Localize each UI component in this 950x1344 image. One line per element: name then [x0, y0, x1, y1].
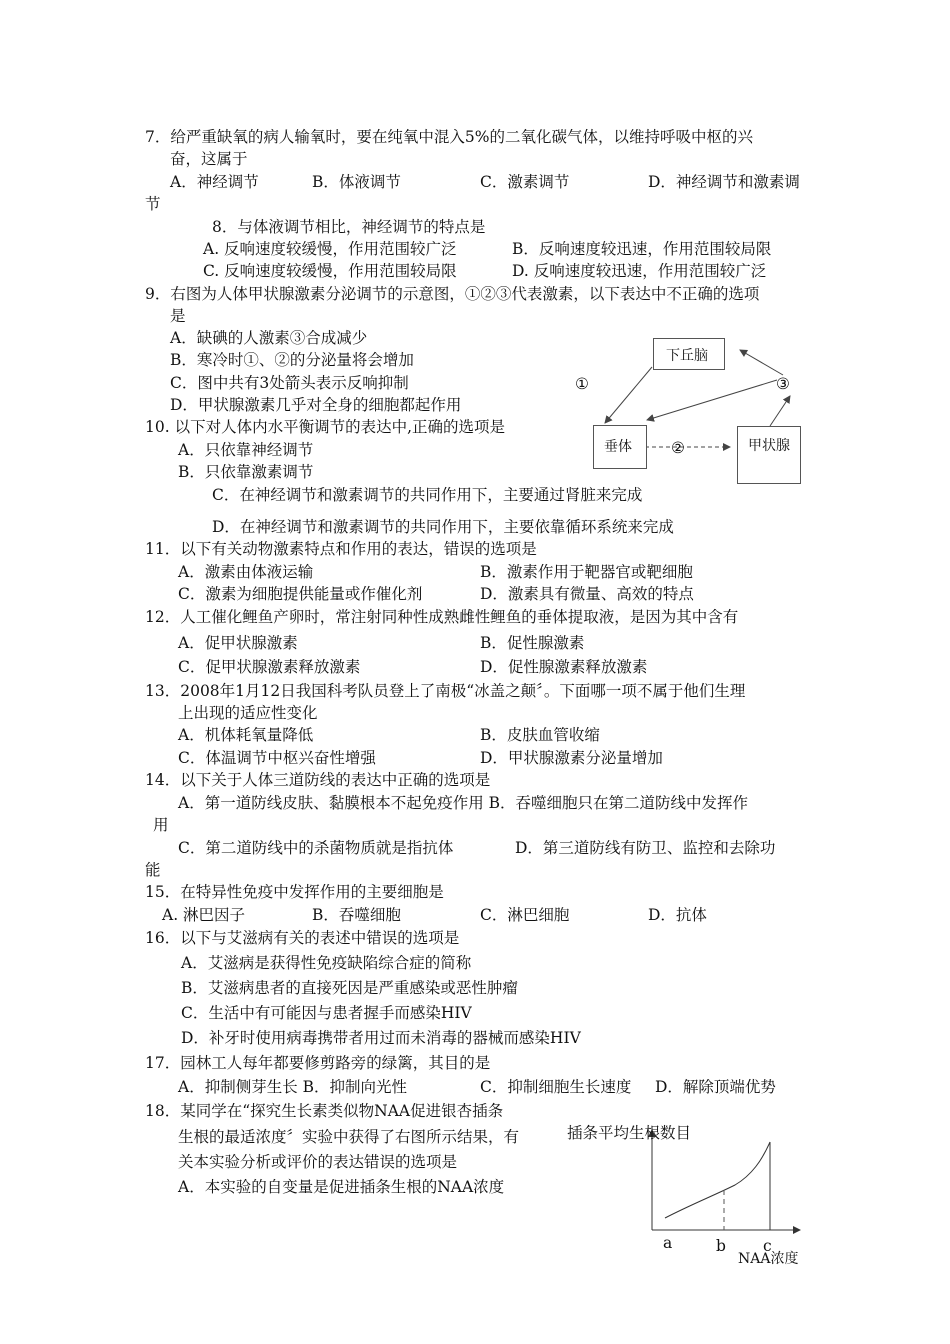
q16-option-b: B．艾滋病患者的直接死因是严重感染或恶性肿瘤 — [181, 979, 518, 997]
hormone-3-label: ③ — [776, 375, 790, 393]
q13-stem-line2: 上出现的适应性变化 — [178, 704, 318, 722]
q15-stem: 15．在特异性免疫中发挥作用的主要细胞是 — [145, 883, 444, 901]
q10-option-b: B．只依靠激素调节 — [178, 463, 314, 481]
q10-stem: 10. 以下对人体内水平衡调节的表达中,正确的选项是 — [145, 418, 506, 436]
q18-stem-line1: 18．某同学在“探究生长素类似物NAA促进银杏插条 — [145, 1102, 504, 1120]
q15-option-c: C．淋巴细胞 — [480, 906, 570, 924]
q11-stem: 11．以下有关动物激素特点和作用的表达，错误的选项是 — [145, 540, 537, 558]
q18-stem-line3: 关本实验分析或评价的表达错误的选项是 — [178, 1153, 458, 1171]
q9-option-a: A．缺碘的人激素③合成减少 — [170, 329, 368, 347]
q13-stem-line1: 13．2008年1月12日我国科考队员登上了南极“冰盖之颠〞。下面哪一项不属于他们生理 — [145, 682, 746, 700]
q10-option-c: C．在神经调节和激素调节的共同作用下，主要通过肾脏来完成 — [212, 486, 643, 504]
q8-stem: 8．与体液调节相比，神经调节的特点是 — [212, 218, 486, 236]
q9-option-d: D．甲状腺激素几乎对全身的细胞都起作用 — [170, 396, 462, 414]
q9-stem-line2: 是 — [170, 307, 186, 325]
q16-stem: 16．以下与艾滋病有关的表述中错误的选项是 — [145, 929, 460, 947]
q16-option-a: A．艾滋病是获得性免疫缺陷综合症的简称 — [181, 954, 472, 972]
q11-option-d: D．激素具有微量、高效的特点 — [480, 585, 694, 603]
q15-option-b: B．吞噬细胞 — [312, 906, 401, 924]
q7-option-d: D．神经调节和激素调 — [648, 173, 800, 191]
q11-option-c: C．激素为细胞提供能量或作催化剂 — [178, 585, 423, 603]
q17-option-ab: A．抑制侧芽生长 B．抑制向光性 — [178, 1078, 408, 1096]
q7-stem-line2: 奋，这属于 — [170, 150, 248, 168]
q14-stem: 14．以下关于人体三道防线的表达中正确的选项是 — [145, 771, 491, 789]
q12-option-a: A．促甲状腺激素 — [178, 634, 298, 652]
graph-tick-c: c — [763, 1237, 772, 1255]
graph-x-label: NAA浓度 — [738, 1251, 799, 1267]
q7-option-a: A．神经调节 — [170, 173, 259, 191]
q16-option-c: C．生活中有可能因与患者握手而感染HIV — [181, 1004, 472, 1022]
graph-tick-a: a — [663, 1234, 673, 1252]
q11-option-b: B．激素作用于靶器官或靶细胞 — [480, 563, 693, 581]
graph-tick-b: b — [716, 1237, 726, 1255]
q14-option-c: C．第二道防线中的杀菌物质就是指抗体 — [178, 839, 454, 857]
hormone-1-label: ① — [575, 375, 589, 393]
q7-stem-line1: 7．给严重缺氧的病人输氧时，要在纯氧中混入5%的二氧化碳气体，以维持呼吸中枢的兴 — [145, 128, 753, 146]
q7-option-d-wrap: 节 — [145, 195, 161, 213]
q14-option-d: D．第三道防线有防卫、监控和去除功 — [515, 839, 776, 857]
q16-option-d: D．补牙时使用病毒携带者用过而未消毒的器械而感染HIV — [181, 1029, 581, 1047]
q8-option-b: B．反响速度较迅速，作用范围较局限 — [512, 240, 772, 258]
q8-option-d: D. 反响速度较迅速，作用范围较广泛 — [512, 262, 767, 280]
q9-stem-line1: 9．右图为人体甲状腺激素分泌调节的示意图，①②③代表激素，以下表达中不正确的选项 — [145, 285, 760, 303]
q13-option-d: D．甲状腺激素分泌量增加 — [480, 749, 663, 767]
thyroid-label: 甲状腺 — [748, 438, 790, 454]
q7-option-c: C．激素调节 — [480, 173, 570, 191]
q7-option-b: B．体液调节 — [312, 173, 401, 191]
q17-option-d: D．解除顶端优势 — [655, 1078, 776, 1096]
hormone-2-label: ② — [671, 439, 685, 457]
pituitary-label: 垂体 — [604, 439, 632, 455]
q15-option-a: A. 淋巴因子 — [162, 906, 246, 924]
q8-option-a: A. 反响速度较缓慢，作用范围较广泛 — [203, 240, 457, 258]
hypothalamus-label: 下丘脑 — [666, 348, 708, 364]
q13-option-b: B．皮肤血管收缩 — [480, 726, 600, 744]
q13-option-c: C．体温调节中枢兴奋性增强 — [178, 749, 376, 767]
q13-option-a: A．机体耗氧量降低 — [178, 726, 314, 744]
q17-option-c: C．抑制细胞生长速度 — [480, 1078, 632, 1096]
q15-option-d: D．抗体 — [648, 906, 707, 924]
q12-stem: 12．人工催化鲤鱼产卵时，常注射同种性成熟雌性鲤鱼的垂体提取液，是因为其中含有 — [145, 608, 739, 626]
rooting-curve — [665, 1142, 770, 1218]
q14-option-ab-wrap: 用 — [153, 816, 169, 834]
q18-option-a: A．本实验的自变量是促进插条生根的NAA浓度 — [178, 1178, 505, 1196]
q12-option-b: B．促性腺激素 — [480, 634, 585, 652]
graph-y-label: 插条平均生根数目 — [567, 1124, 692, 1142]
q12-option-c: C．促甲状腺激素释放激素 — [178, 658, 361, 676]
q8-option-c: C. 反响速度较缓慢，作用范围较局限 — [203, 262, 457, 280]
q11-option-a: A．激素由体液运输 — [178, 563, 314, 581]
q14-option-d-wrap: 能 — [145, 861, 161, 879]
q12-option-d: D．促性腺激素释放激素 — [480, 658, 648, 676]
q14-option-ab: A．第一道防线皮肤、黏膜根本不起免疫作用 B．吞噬细胞只在第二道防线中发挥作 — [178, 794, 749, 812]
q10-option-a: A．只依靠神经调节 — [178, 441, 314, 459]
q17-stem: 17．园林工人每年都要修剪路旁的绿篱，其目的是 — [145, 1054, 491, 1072]
q9-option-c: C．图中共有3处箭头表示反响抑制 — [170, 374, 409, 392]
q9-option-b: B．寒冷时①、②的分泌量将会增加 — [170, 351, 414, 369]
q10-option-d: D．在神经调节和激素调节的共同作用下，主要依靠循环系统来完成 — [212, 518, 674, 536]
q18-stem-line2: 生根的最适浓度〞实验中获得了右图所示结果，有 — [178, 1128, 520, 1146]
